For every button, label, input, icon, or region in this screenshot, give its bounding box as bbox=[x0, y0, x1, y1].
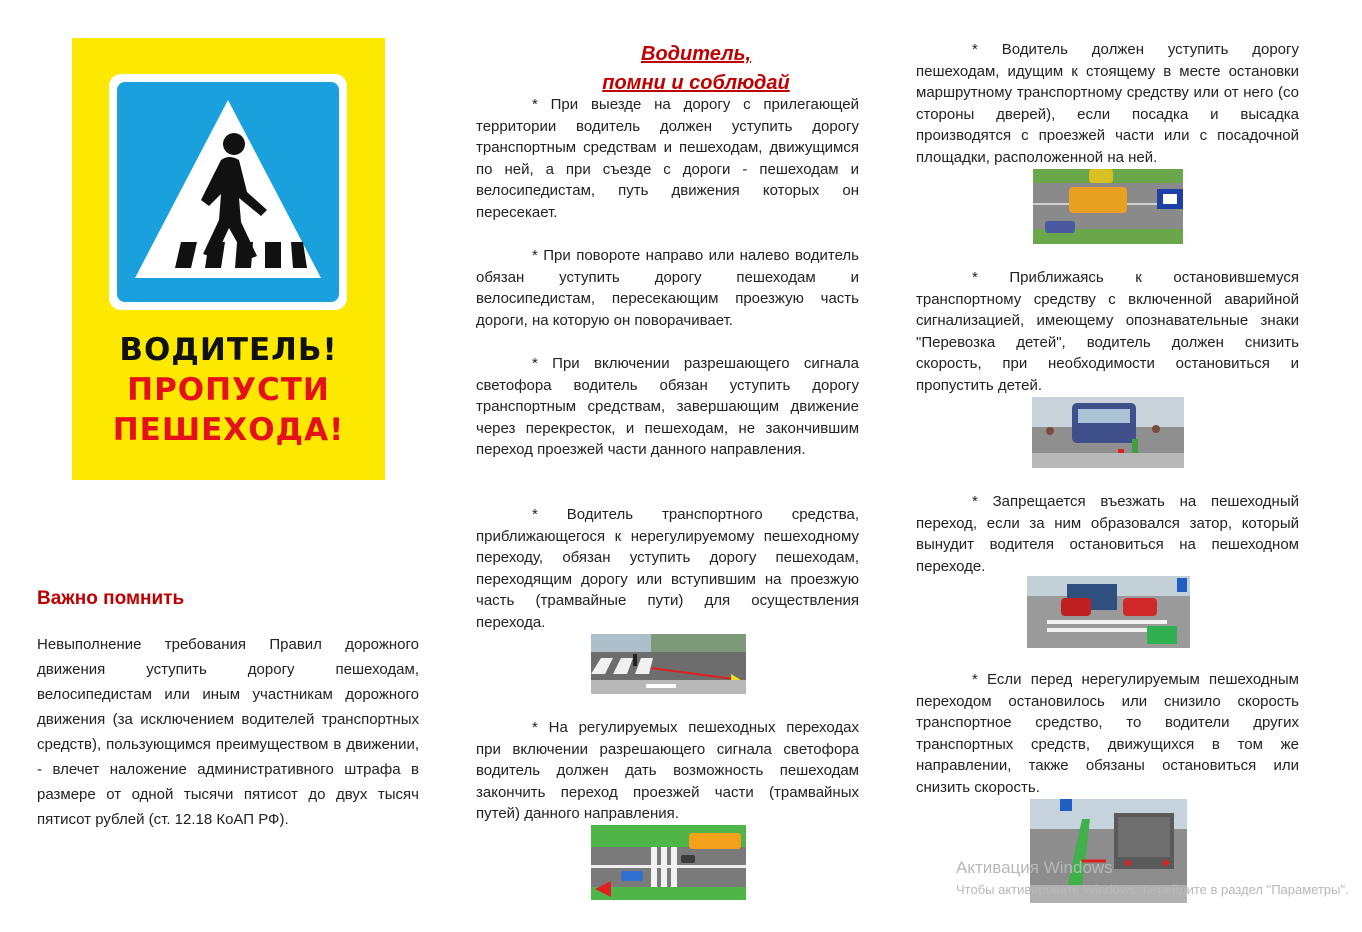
middle-paragraph-1: * При выезде на дорогу с прилегающей территории водитель должен уступить дорогу транспортным средствам и пешеходам, движущимся по ней, а при съезде с дороги - пешеходам и велосипедистам, путь движения которых он пересекает. bbox=[476, 96, 859, 221]
driver-poster bbox=[72, 38, 385, 480]
poster-headline-pedestrian: ПЕШЕХОДА! bbox=[112, 412, 345, 448]
important-title: Важно помнить bbox=[37, 588, 185, 609]
poster-headline-driver: ВОДИТЕЛЬ! bbox=[119, 332, 338, 368]
windows-activation-title: Активация Windows bbox=[956, 858, 1113, 877]
middle-title-line2: помни и соблюдай bbox=[602, 72, 790, 94]
illustration-traffic-jam-crossing bbox=[1027, 576, 1190, 648]
illustration-uncontrolled-crossing bbox=[591, 634, 746, 694]
illustration-children-bus bbox=[1032, 397, 1184, 468]
important-text: Невыполнение требования Правил дорожного движения уступить дорогу пешеходам, велосипедистам или иным участникам дорожного движения (за исключением водителей транспортных средств), пользующимся преимуществом в движении, - влечет наложение административного штрафа в размере от одной тысячи пятисот до двух тысяч пятисот рублей (ст. 12.18 КоАП РФ). bbox=[37, 636, 419, 828]
illustration-regulated-crossing bbox=[591, 825, 746, 900]
right-paragraph-4: * Если перед нерегулируемым пешеходным переходом остановилось или снизило скорость транспортное средство, то водители других транспортных средств, движущихся в том же направлении, также обязаны остановиться или снизить скорость. bbox=[916, 671, 1299, 796]
middle-paragraph-2: * При повороте направо или налево водитель обязан уступить дорогу пешеходам и велосипедистам, пересекающим проезжую часть дороги, на которую он поворачивает. bbox=[476, 247, 859, 329]
right-paragraph-2: * Приближаясь к остановившемуся транспортному средству с включенной аварийной сигнализацией, имеющему опознавательные знаки "Перевозка детей", водитель должен снизить скорость, при необходимости остановиться и пропустить детей. bbox=[916, 269, 1299, 394]
right-paragraph-1: * Водитель должен уступить дорогу пешеходам, идущим к стоящему в месте остановки маршрутному транспортному средству или от него (со стороны дверей), если посадка и высадка производятся с проезжей части или с посадочной площадки, расположенной на ней. bbox=[916, 41, 1299, 166]
right-paragraph-3: * Запрещается въезжать на пешеходный переход, если за ним образовался затор, который вынудит водителя остановиться на пешеходном переходе. bbox=[916, 493, 1299, 575]
middle-title bbox=[476, 40, 916, 98]
illustration-bus-stop bbox=[1033, 169, 1183, 244]
middle-title-line1: Водитель, bbox=[641, 43, 751, 65]
windows-activation-hint: Чтобы активировать Windows, перейдите в раздел "Параметры". bbox=[956, 882, 1349, 897]
middle-paragraph-3: * При включении разрешающего сигнала светофора водитель обязан уступить дорогу транспортным средствам, завершающим движение через перекресток, и пешеходам, не закончившим переход проезжей части данного направления. bbox=[476, 355, 859, 459]
middle-paragraph-4: * Водитель транспортного средства, приближающегося к нерегулируемому пешеходному переходу, обязан уступить дорогу пешеходам, переходящим дорогу или вступившим на проезжую часть (трамвайные пути) для осуществления перехода. bbox=[476, 506, 859, 631]
poster-watermark-logo bbox=[347, 464, 381, 478]
pedestrian-crossing-sign-icon bbox=[117, 82, 339, 302]
middle-paragraph-5: * На регулируемых пешеходных переходах при включении разрешающего сигнала светофора водитель должен дать возможность пешеходам закончить переход проезжей части (трамвайных путей) данного направления. bbox=[476, 719, 859, 823]
poster-headline-let-pass: ПРОПУСТИ bbox=[127, 372, 330, 408]
